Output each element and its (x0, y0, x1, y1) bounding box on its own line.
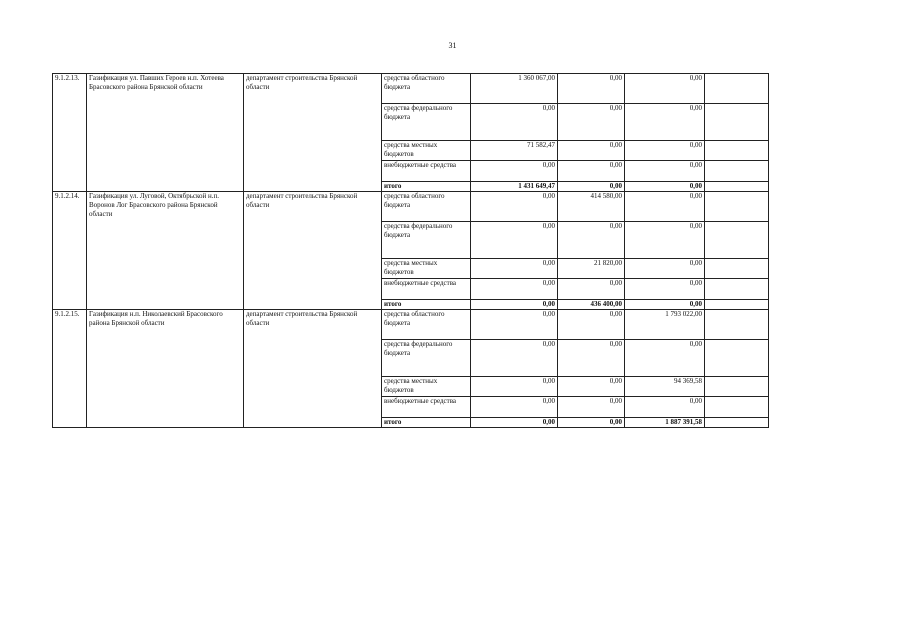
amount-col-1: 0,00 (471, 300, 558, 310)
empty-cell (705, 310, 769, 340)
amount-col-3: 0,00 (625, 74, 705, 104)
item-name: Газификация ул. Павших Героев н.п. Хотеева Брасовского района Брянской области (87, 74, 244, 192)
amount-col-1: 0,00 (471, 377, 558, 397)
empty-cell (705, 161, 769, 182)
amount-col-3: 0,00 (625, 161, 705, 182)
funding-source-label: средства местных бюджетов (382, 141, 471, 161)
amount-col-1: 0,00 (471, 104, 558, 141)
empty-cell (705, 74, 769, 104)
funding-source-label: итого (382, 182, 471, 192)
amount-col-1: 0,00 (471, 279, 558, 300)
funding-source-label: средства федерального бюджета (382, 104, 471, 141)
financing-table (52, 73, 769, 428)
empty-cell (705, 182, 769, 192)
amount-col-2: 0,00 (558, 74, 625, 104)
empty-cell (705, 300, 769, 310)
amount-col-1: 0,00 (471, 397, 558, 418)
amount-col-2: 0,00 (558, 279, 625, 300)
amount-col-2: 0,00 (558, 310, 625, 340)
amount-col-3: 0,00 (625, 340, 705, 377)
item-name: Газификация н.п. Николаевский Брасовского района Брянской области (87, 310, 244, 428)
amount-col-2: 436 400,00 (558, 300, 625, 310)
amount-col-1: 71 582,47 (471, 141, 558, 161)
funding-source-label: итого (382, 418, 471, 428)
empty-cell (705, 377, 769, 397)
amount-col-3: 0,00 (625, 192, 705, 222)
table-row (53, 310, 769, 340)
item-code: 9.1.2.14. (53, 192, 87, 310)
funding-source-label: внебюджетные средства (382, 397, 471, 418)
funding-source-label: средства областного бюджета (382, 310, 471, 340)
funding-source-label: внебюджетные средства (382, 161, 471, 182)
item-department: департамент строительства Брянской области (244, 74, 382, 192)
amount-col-3: 0,00 (625, 397, 705, 418)
empty-cell (705, 418, 769, 428)
item-department: департамент строительства Брянской области (244, 310, 382, 428)
empty-cell (705, 192, 769, 222)
page-number: 31 (448, 41, 457, 50)
empty-cell (705, 259, 769, 279)
item-department: департамент строительства Брянской области (244, 192, 382, 310)
amount-col-3: 1 793 022,00 (625, 310, 705, 340)
amount-col-3: 0,00 (625, 300, 705, 310)
amount-col-2: 0,00 (558, 161, 625, 182)
item-code: 9.1.2.13. (53, 74, 87, 192)
amount-col-1: 0,00 (471, 340, 558, 377)
amount-col-3: 1 887 391,58 (625, 418, 705, 428)
amount-col-3: 0,00 (625, 259, 705, 279)
amount-col-2: 21 820,00 (558, 259, 625, 279)
funding-source-label: средства федерального бюджета (382, 222, 471, 259)
empty-cell (705, 340, 769, 377)
funding-source-label: средства федерального бюджета (382, 340, 471, 377)
funding-source-label: средства местных бюджетов (382, 377, 471, 397)
amount-col-1: 0,00 (471, 222, 558, 259)
table-row (53, 74, 769, 104)
amount-col-2: 0,00 (558, 340, 625, 377)
amount-col-3: 0,00 (625, 279, 705, 300)
amount-col-1: 1 360 067,00 (471, 74, 558, 104)
amount-col-2: 0,00 (558, 377, 625, 397)
amount-col-2: 0,00 (558, 222, 625, 259)
amount-col-2: 0,00 (558, 418, 625, 428)
table-row (53, 192, 769, 222)
amount-col-1: 0,00 (471, 161, 558, 182)
amount-col-1: 0,00 (471, 310, 558, 340)
empty-cell (705, 279, 769, 300)
empty-cell (705, 141, 769, 161)
amount-col-2: 414 580,00 (558, 192, 625, 222)
amount-col-3: 0,00 (625, 182, 705, 192)
empty-cell (705, 222, 769, 259)
amount-col-2: 0,00 (558, 397, 625, 418)
amount-col-2: 0,00 (558, 141, 625, 161)
funding-source-label: средства областного бюджета (382, 74, 471, 104)
item-code: 9.1.2.15. (53, 310, 87, 428)
amount-col-3: 0,00 (625, 222, 705, 259)
amount-col-2: 0,00 (558, 182, 625, 192)
amount-col-1: 1 431 649,47 (471, 182, 558, 192)
empty-cell (705, 104, 769, 141)
amount-col-3: 0,00 (625, 141, 705, 161)
empty-cell (705, 397, 769, 418)
amount-col-2: 0,00 (558, 104, 625, 141)
item-name: Газификация ул. Луговой, Октябрьской н.п. Воронов Лог Брасовского района Брянской области (87, 192, 244, 310)
amount-col-3: 94 369,58 (625, 377, 705, 397)
amount-col-3: 0,00 (625, 104, 705, 141)
amount-col-1: 0,00 (471, 259, 558, 279)
funding-source-label: внебюджетные средства (382, 279, 471, 300)
amount-col-1: 0,00 (471, 192, 558, 222)
amount-col-1: 0,00 (471, 418, 558, 428)
funding-source-label: средства местных бюджетов (382, 259, 471, 279)
funding-source-label: средства областного бюджета (382, 192, 471, 222)
funding-source-label: итого (382, 300, 471, 310)
